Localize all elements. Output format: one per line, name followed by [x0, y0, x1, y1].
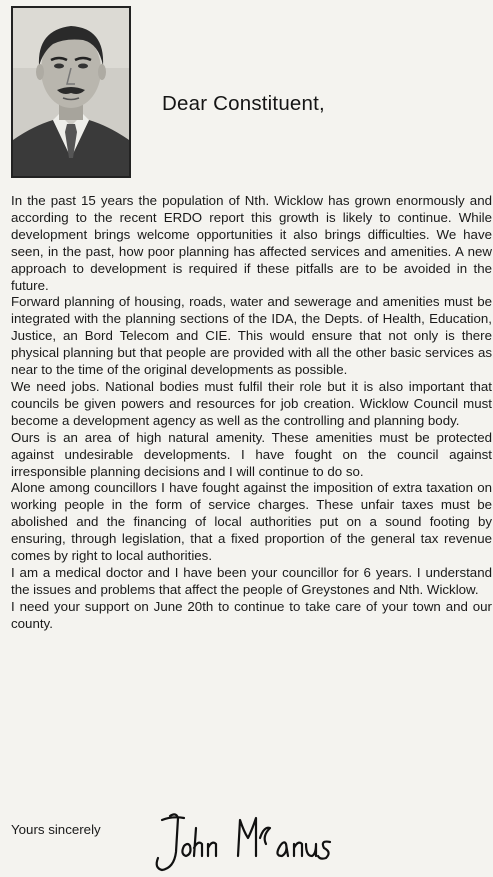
letter-body	[11, 193, 492, 633]
letter-paragraph-4: Ours is an area of high natural amenity. These amenities must be protected against undesirable developments. I have fought on the council against irresponsible planning decisions and I will continue to do so.	[11, 429, 492, 479]
portrait-photo-icon	[13, 8, 129, 176]
candidate-portrait	[11, 6, 131, 178]
letter-paragraph-2: Forward planning of housing, roads, water and sewerage and amenities must be integrated with the planning sections of the IDA, the Depts. of Health, Education, Justice, an Bord Telecom and CIE. This would ensure that not only is there physical planning but that people are provided with all the other basic services as near to the time of the original developments as possible.	[11, 294, 492, 378]
letter-paragraph-7: I need your support on June 20th to continue to take care of your town and our county.	[11, 598, 492, 631]
letter-paragraph-1: In the past 15 years the population of Nth. Wicklow has grown enormously and according to the recent ERDO report this growth is likely to continue. While development brings welcome opportunities it also brings difficulties. We have seen, in the past, how poor planning has affected services and amenities. A new approach to development is required if these pitfalls are to be avoided in the future.	[11, 193, 492, 293]
signature-icon	[148, 808, 338, 876]
letter-paragraph-3: We need jobs. National bodies must fulfil their role but it is also important that councils be given powers and resources for job creation. Wicklow Council must become a development agency as well as the controlling and planning body.	[11, 378, 492, 428]
letter-closing: Yours sincerely	[11, 822, 101, 837]
letter-paragraph-5: Alone among councillors I have fought against the imposition of extra taxation on working people in the form of service charges. These unfair taxes must be abolished and the financing of local authorities put on a sound footing by ensuring, through legislation, that a fixed proportion of the general tax revenue comes by right to local authorities.	[11, 480, 492, 564]
letter-greeting: Dear Constituent,	[162, 92, 325, 115]
letter-paragraph-6: I am a medical doctor and I have been your councillor for 6 years. I understand the issues and problems that affect the people of Greystones and Nth. Wicklow.	[11, 564, 492, 597]
handwritten-signature	[148, 808, 338, 876]
